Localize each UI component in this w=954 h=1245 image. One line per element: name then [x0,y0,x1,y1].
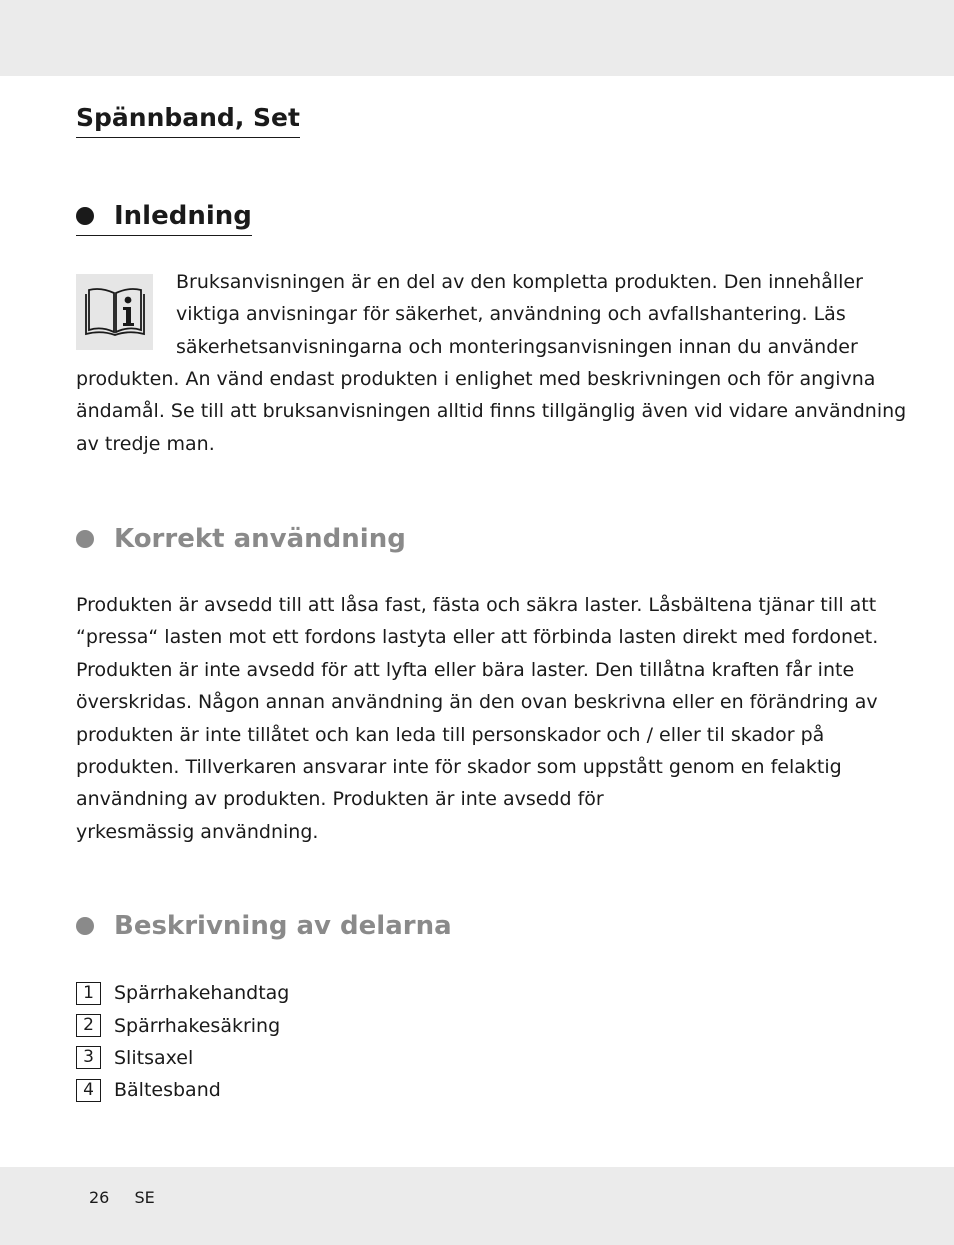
text-line: “pressa“ lasten mot ett fordons lastyta eller att förbinda lasten direkt med fordonet. [76,626,879,649]
part-label: Bältesband [114,1079,221,1102]
text-line: av tredje man. [76,432,215,455]
section-heading-korrekt [76,521,406,557]
text-line: Bruksanvisningen är en del av den kompletta produkten. Den innehåller [176,271,863,293]
part-label: Spärrhakehandtag [114,982,290,1005]
text-line: produkten. Tillverkaren ansvarar inte för skador som uppstått genom en felaktig [76,756,842,779]
part-item [76,1009,289,1041]
text-line: överskridas. Någon annan användning än den ovan beskrivna eller en förändring av [76,691,878,714]
section-title: Beskrivning av delarna [114,911,452,941]
text-line: viktiga anvisningar för säkerhet, användning och avfallshantering. Läs [176,303,846,326]
text-line: Produkten är avsedd till att låsa fast, fästa och säkra laster. Låsbältena tjänar till att [76,594,877,616]
bullet-icon [76,207,94,225]
info-book-icon [76,274,153,350]
korrekt-paragraph [76,589,878,848]
text-line: ändamål. Se till att bruksanvisningen alltid finns tillgänglig även vid vidare användning [76,400,907,423]
text-line: produkten är inte tillåtet och kan leda till personskador och / eller til skador på [76,723,825,746]
part-item [76,1042,289,1074]
text-line: användning av produkten. Produkten är inte avsedd för [76,788,604,811]
part-number: 2 [76,1014,101,1037]
text-line: Produkten är inte avsedd för att lyfta eller bära laster. Den tillåtna kraften får inte [76,658,855,681]
part-label: Spärrhakesäkring [114,1014,281,1037]
document-title: Spännband, Set [76,101,300,138]
bullet-icon [76,530,94,548]
parts-list [76,977,289,1107]
part-number: 4 [76,1079,101,1102]
section-heading-inledning [76,198,252,236]
section-heading-beskrivning [76,908,452,944]
page-number: 26 [89,1188,110,1207]
part-item [76,977,289,1009]
section-title: Korrekt användning [114,524,406,554]
part-number: 3 [76,1046,101,1069]
part-item [76,1074,289,1106]
part-label: Slitsaxel [114,1046,194,1069]
language-code: SE [134,1188,155,1207]
header-band [0,0,954,76]
intro-paragraph-full [76,363,906,460]
text-line: produkten. An vänd endast produkten i enlighet med beskrivningen och för angivna [76,368,876,390]
intro-paragraph-wrapped [176,266,863,363]
section-title: Inledning [114,201,252,231]
part-number: 1 [76,982,101,1005]
text-line: säkerhetsanvisningarna och monteringsanvisningen innan du använder [176,335,858,358]
info-book-svg [83,286,147,338]
text-line: yrkesmässig användning. [76,820,319,843]
bullet-icon [76,917,94,935]
page-footer [89,1186,155,1210]
